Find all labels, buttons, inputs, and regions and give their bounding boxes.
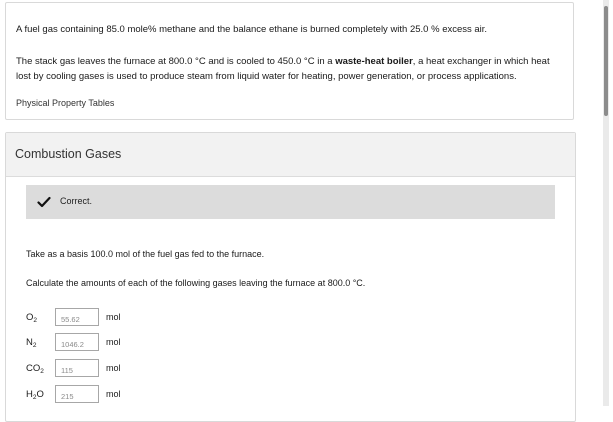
- problem-text-line2: [16, 54, 564, 84]
- species-suffix: O: [36, 389, 44, 400]
- scrollbar-thumb[interactable]: [604, 6, 608, 116]
- question-text: Calculate the amounts of each of the following gases leaving the furnace at 800.0 °C.: [26, 278, 366, 288]
- section-title: Combustion Gases: [15, 147, 122, 161]
- n2-amount-input[interactable]: [55, 333, 99, 351]
- waste-heat-boiler-term: waste-heat boiler: [335, 56, 413, 67]
- species-subscript: 2: [40, 368, 44, 375]
- combustion-gases-section: [5, 132, 576, 422]
- species-symbol: O: [26, 312, 34, 323]
- basis-text: Take as a basis 100.0 mol of the fuel gas fed to the furnace.: [26, 249, 265, 259]
- problem-text-line1: A fuel gas containing 85.0 mole% methane and the balance ethane is burned completely with 25.0 % excess air.: [16, 24, 488, 35]
- o2-amount-input[interactable]: [55, 308, 99, 326]
- unit-label: mol: [106, 312, 121, 322]
- problem-text-part: , a heat exchanger in which heat lost by cooling gases is used to produce steam from liquid water for heating, power generation, or process applications.: [16, 56, 550, 82]
- unit-label: mol: [106, 389, 121, 399]
- species-subscript: 2: [32, 342, 37, 349]
- feedback-banner: [26, 185, 555, 219]
- unit-label: mol: [106, 337, 121, 347]
- problem-statement-card: [5, 2, 574, 120]
- physical-property-tables-link[interactable]: Physical Property Tables: [16, 98, 115, 108]
- section-header: [6, 133, 575, 177]
- h2o-amount-input[interactable]: [55, 385, 99, 403]
- feedback-text: Correct.: [60, 196, 93, 206]
- species-label: [26, 389, 52, 401]
- species-symbol: CO: [26, 363, 41, 374]
- species-label: [26, 337, 52, 349]
- species-subscript: 2: [32, 394, 37, 401]
- species-subscript: 2: [33, 317, 38, 324]
- problem-text-part: The stack gas leaves the furnace at 800.0 °C and is cooled to 450.0 °C in a: [16, 56, 336, 67]
- species-label: [26, 312, 52, 324]
- page-scrollbar[interactable]: [603, 0, 609, 406]
- co2-amount-input[interactable]: [55, 359, 99, 377]
- species-symbol: N: [26, 337, 33, 348]
- checkmark-icon: [37, 196, 51, 208]
- unit-label: mol: [106, 363, 121, 373]
- species-symbol: H: [26, 389, 33, 400]
- species-label: [26, 363, 52, 375]
